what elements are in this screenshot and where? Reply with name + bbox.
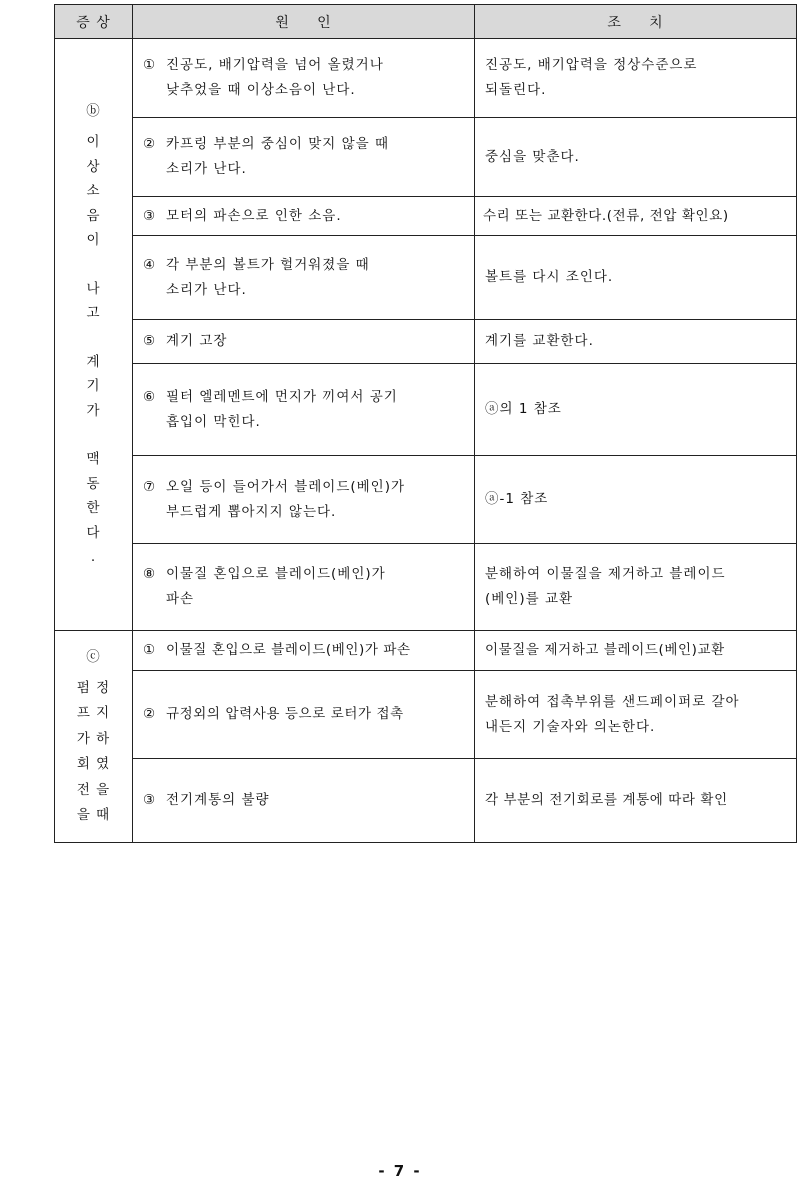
table-header-row bbox=[55, 5, 797, 39]
cause-cell: ④ 각 부분의 볼트가 헐거워졌을 때 소리가 난다. bbox=[133, 236, 475, 320]
table-row bbox=[55, 759, 797, 843]
symptom-char: 고 bbox=[86, 305, 101, 322]
troubleshooting-table bbox=[54, 4, 797, 843]
table-row bbox=[55, 671, 797, 759]
symptom-line: 회 였 bbox=[76, 756, 111, 772]
symptom-line: 전 을 bbox=[76, 781, 111, 798]
action-cell: 수리 또는 교환한다.(전류, 전압 확인요) bbox=[475, 197, 797, 236]
table-row bbox=[55, 631, 797, 671]
symptom-cell-c bbox=[55, 631, 133, 843]
action-cell: 볼트를 다시 조인다. bbox=[475, 236, 797, 320]
action-cell: 각 부분의 전기회로를 계통에 따라 확인 bbox=[475, 759, 797, 843]
cause-cell: ② 카프링 부분의 중심이 맞지 않을 때 소리가 난다. bbox=[133, 118, 475, 197]
header-cause: 원 인 bbox=[133, 5, 475, 39]
symptom-cell-b bbox=[55, 39, 133, 631]
page-number: - 7 - bbox=[378, 1162, 422, 1180]
header-symptom: 증 상 bbox=[55, 5, 133, 39]
symptom-char: 기 bbox=[86, 378, 101, 395]
table-row bbox=[55, 197, 797, 236]
table-row bbox=[55, 364, 797, 456]
symptom-line: 프 지 bbox=[76, 705, 111, 721]
action-cell: 이물질을 제거하고 블레이드(베인)교환 bbox=[475, 631, 797, 671]
table-row bbox=[55, 544, 797, 631]
symptom-char: 다 bbox=[86, 524, 101, 541]
symptom-char: 이 bbox=[86, 134, 101, 151]
symptom-text-c bbox=[55, 676, 132, 829]
cause-cell: ③ 모터의 파손으로 인한 소음. bbox=[133, 197, 475, 236]
symptom-char: . bbox=[90, 549, 97, 566]
table-row bbox=[55, 118, 797, 197]
cause-cell: ⑧ 이물질 혼입으로 블레이드(베인)가 파손 bbox=[133, 544, 475, 631]
symptom-line: 펌 정 bbox=[76, 679, 111, 696]
action-cell: 계기를 교환한다. bbox=[475, 320, 797, 364]
symptom-line: 을 때 bbox=[76, 807, 111, 823]
symptom-char: 가 bbox=[86, 402, 101, 419]
cause-cell: ② 규정외의 압력사용 등으로 로터가 접촉 bbox=[133, 671, 475, 759]
table-row bbox=[55, 39, 797, 118]
symptom-char: 음 bbox=[86, 207, 101, 224]
action-cell: ⓐ의 1 참조 bbox=[475, 364, 797, 456]
symptom-line: 가 하 bbox=[76, 730, 111, 747]
header-action: 조 치 bbox=[475, 5, 797, 39]
symptom-mark-c: ⓒ bbox=[86, 648, 101, 665]
action-cell: 분해하여 이물질을 제거하고 블레이드 (베인)를 교환 bbox=[475, 544, 797, 631]
action-cell: ⓐ-1 참조 bbox=[475, 456, 797, 544]
table-row bbox=[55, 236, 797, 320]
cause-cell: ① 진공도, 배기압력을 넘어 올렸거나 낮추었을 때 이상소음이 난다. bbox=[133, 39, 475, 118]
cause-cell: ① 이물질 혼입으로 블레이드(베인)가 파손 bbox=[133, 631, 475, 671]
action-cell: 중심을 맞춘다. bbox=[475, 118, 797, 197]
symptom-char: 이 bbox=[86, 232, 101, 249]
symptom-char: 맥 bbox=[86, 451, 101, 468]
cause-cell: ⑤ 계기 고장 bbox=[133, 320, 475, 364]
table-row bbox=[55, 320, 797, 364]
action-cell: 진공도, 배기압력을 정상수준으로 되돌린다. bbox=[475, 39, 797, 118]
cause-cell: ③ 전기계통의 불량 bbox=[133, 759, 475, 843]
symptom-char: 한 bbox=[86, 500, 101, 517]
symptom-char: 동 bbox=[86, 475, 101, 492]
symptom-char: 소 bbox=[86, 183, 101, 200]
cause-cell: ⑥ 필터 엘레멘트에 먼지가 끼여서 공기 흡입이 막힌다. bbox=[133, 364, 475, 456]
symptom-text-b bbox=[55, 130, 132, 570]
symptom-char: 나 bbox=[86, 280, 101, 297]
symptom-char: 계 bbox=[86, 353, 101, 370]
action-cell: 분해하여 접촉부위를 샌드페이퍼로 갈아 내든지 기술자와 의논한다. bbox=[475, 671, 797, 759]
cause-cell: ⑦ 오일 등이 들어가서 블레이드(베인)가 부드럽게 뽑아지지 않는다. bbox=[133, 456, 475, 544]
table-row bbox=[55, 456, 797, 544]
symptom-char: 상 bbox=[86, 158, 101, 175]
symptom-mark-b: ⓑ bbox=[86, 103, 101, 120]
